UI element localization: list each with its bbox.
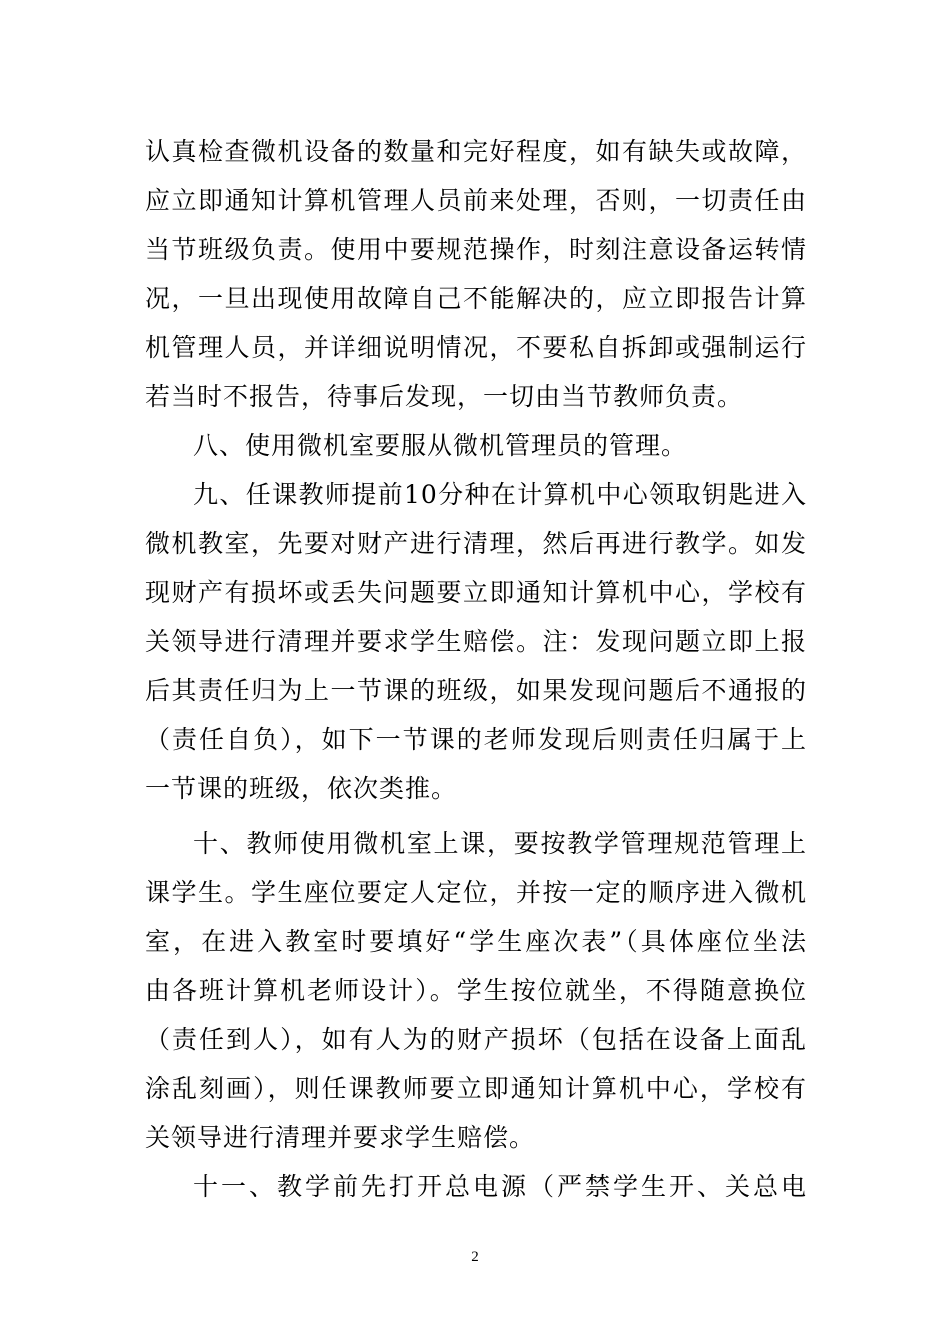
body-text-line: 后其责任归为上一节课的班级，如果发现问题后不通报的 <box>145 676 807 705</box>
body-text-line: 若当时不报告，待事后发现，一切由当节教师负责。 <box>145 382 744 411</box>
body-text-line: 课学生。学生座位要定人定位，并按一定的顺序进入微机 <box>145 878 807 907</box>
body-text-line: 机管理人员，并详细说明情况，不要私自拆卸或强制运行 <box>145 333 807 362</box>
page-number: 2 <box>471 1249 479 1265</box>
body-text-line: 涂乱刻画），则任课教师要立即通知计算机中心，学校有 <box>145 1074 807 1103</box>
body-text-line: （责任自负），如下一节课的老师发现后则责任归属于上 <box>145 725 807 754</box>
body-text-line: 关领导进行清理并要求学生赔偿。 <box>145 1123 536 1152</box>
body-text-line: 关领导进行清理并要求学生赔偿。注：发现问题立即上报 <box>145 627 807 656</box>
body-text-line: 现财产有损坏或丢失问题要立即通知计算机中心，学校有 <box>145 578 807 607</box>
section-heading-line: 十一、教学前先打开总电源（严禁学生开、关总电 <box>193 1172 807 1201</box>
body-text-line: 当节班级负责。使用中要规范操作，时刻注意设备运转情 <box>145 235 807 264</box>
section-heading-line: 八、使用微机室要服从微机管理员的管理。 <box>193 431 688 460</box>
section-heading-line: 九、任课教师提前10分种在计算机中心领取钥匙进入 <box>193 480 807 509</box>
body-text-line: 认真检查微机设备的数量和完好程度，如有缺失或故障， <box>145 137 807 166</box>
body-text-line: 微机教室，先要对财产进行清理，然后再进行教学。如发 <box>145 529 807 558</box>
body-text-line: 况，一旦出现使用故障自己不能解决的，应立即报告计算 <box>145 284 807 313</box>
body-text-line: （责任到人），如有人为的财产损坏（包括在设备上面乱 <box>145 1025 807 1054</box>
body-text-line: 室，在进入教室时要填好“学生座次表”（具体座位坐法 <box>145 927 807 956</box>
body-text-line: 由各班计算机老师设计）。学生按位就坐，不得随意换位 <box>145 976 807 1005</box>
body-text-line: 一节课的班级，依次类推。 <box>145 774 458 803</box>
body-text-line: 应立即通知计算机管理人员前来处理，否则，一切责任由 <box>145 186 807 215</box>
section-heading-line: 十、教师使用微机室上课，要按教学管理规范管理上 <box>193 829 807 858</box>
